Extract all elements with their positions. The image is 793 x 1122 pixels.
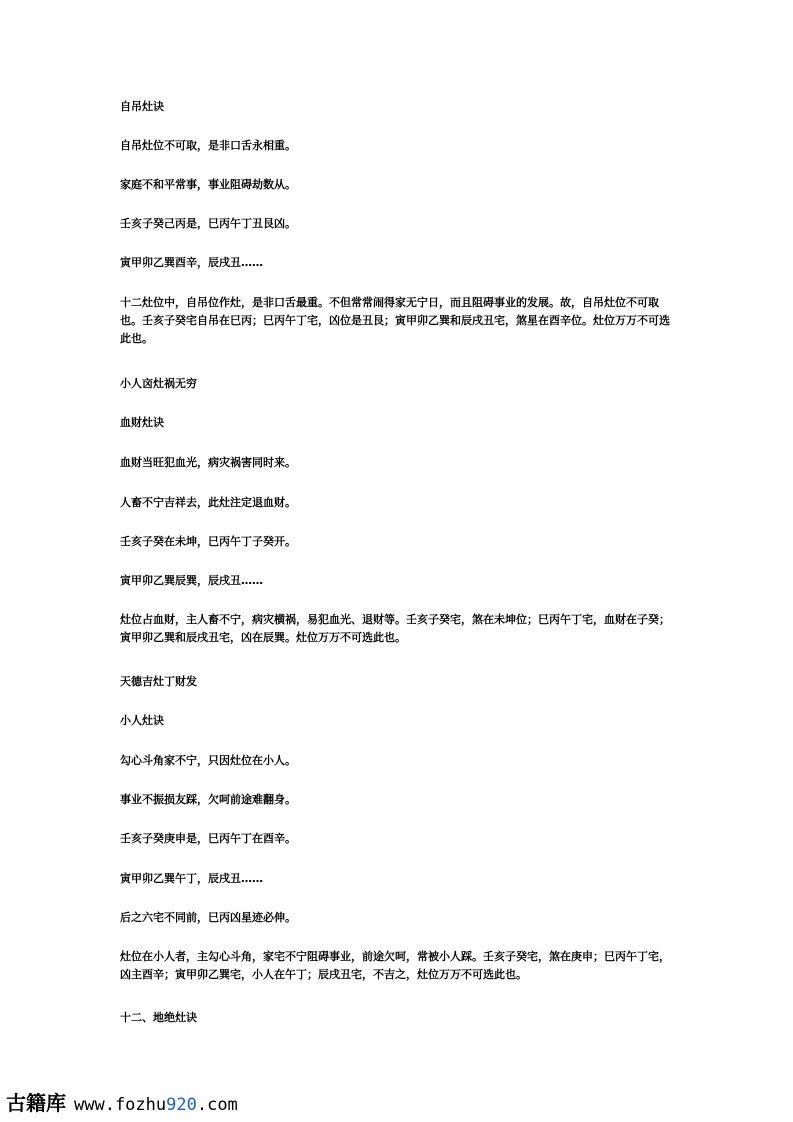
watermark-site-name: 古籍库	[6, 1091, 66, 1115]
site-watermark	[6, 1087, 238, 1115]
explanation-paragraph: 灶位在小人者，主勾心斗角，家宅不宁阻碍事业，前途欠呵，常被小人踩。壬亥子癸宅，煞在庚申；巳丙午丁宅，凶主酉辛；寅甲卯乙巽宅，小人在午丁；辰戌丑宅，不吉之，灶位万万不可选此也。	[120, 950, 670, 981]
heading-xuecai: 血财灶诀	[120, 416, 164, 429]
heading-zidiao: 自吊灶诀	[120, 100, 164, 113]
verse-line: 壬亥子癸庚申是，巳丙午丁在酉辛。	[120, 832, 296, 845]
verse-line: 寅甲卯乙巽午丁，辰戌丑……	[120, 872, 263, 885]
verse-line: 家庭不和平常事，事业阻碍劫数从。	[120, 178, 296, 191]
verse-line: 壬亥子癸在未坤，巳丙午丁子癸开。	[120, 535, 296, 548]
verse-line: 寅甲卯乙巽酉辛，辰戌丑……	[120, 256, 263, 269]
verse-line: 寅甲卯乙巽辰巽，辰戌丑……	[120, 574, 263, 587]
heading-line: 小人㐫灶祸无穷	[120, 377, 197, 390]
verse-line: 壬亥子癸己丙是，巳丙午丁丑艮凶。	[120, 217, 296, 230]
heading-xiaoren: 小人灶诀	[120, 714, 164, 727]
verse-line: 勾心斗角家不宁，只因灶位在小人。	[120, 754, 296, 767]
verse-line: 后之六宅不同前，巳丙凶星迹必伸。	[120, 911, 296, 924]
watermark-url-prefix: www.fozhu	[74, 1095, 167, 1115]
explanation-paragraph: 灶位占血财，主人畜不宁，病灾横祸，易犯血光、退财等。壬亥子癸宅，煞在未坤位；巳丙午丁宅，血财在子癸；寅甲卯乙巽和辰戌丑宅，凶在辰巽。灶位万万不可选此也。	[120, 613, 670, 644]
verse-line: 人畜不宁吉祥去，此灶注定退血财。	[120, 496, 296, 509]
watermark-url-suffix: .com	[196, 1095, 238, 1115]
heading-dijue: 十二、地绝灶诀	[120, 1011, 197, 1024]
verse-line: 血财当旺犯血光，病灾祸害同时来。	[120, 456, 296, 469]
explanation-paragraph: 十二灶位中，自吊位作灶，是非口舌最重。不但常常闹得家无宁日，而且阻碍事业的发展。故，自吊灶位不可取也。壬亥子癸宅自吊在巳丙；巳丙午丁宅，凶位是丑艮；寅甲卯乙巽和辰戌丑宅，煞星在酉辛位。灶位万万不可选此也。	[120, 296, 670, 345]
verse-line: 自吊灶位不可取，是非口舌永相重。	[120, 139, 296, 152]
watermark-url-number: 920	[166, 1095, 197, 1115]
heading-line: 天德吉灶丁财发	[120, 675, 197, 688]
verse-line: 事业不振损友踩，欠呵前途难翻身。	[120, 793, 296, 806]
